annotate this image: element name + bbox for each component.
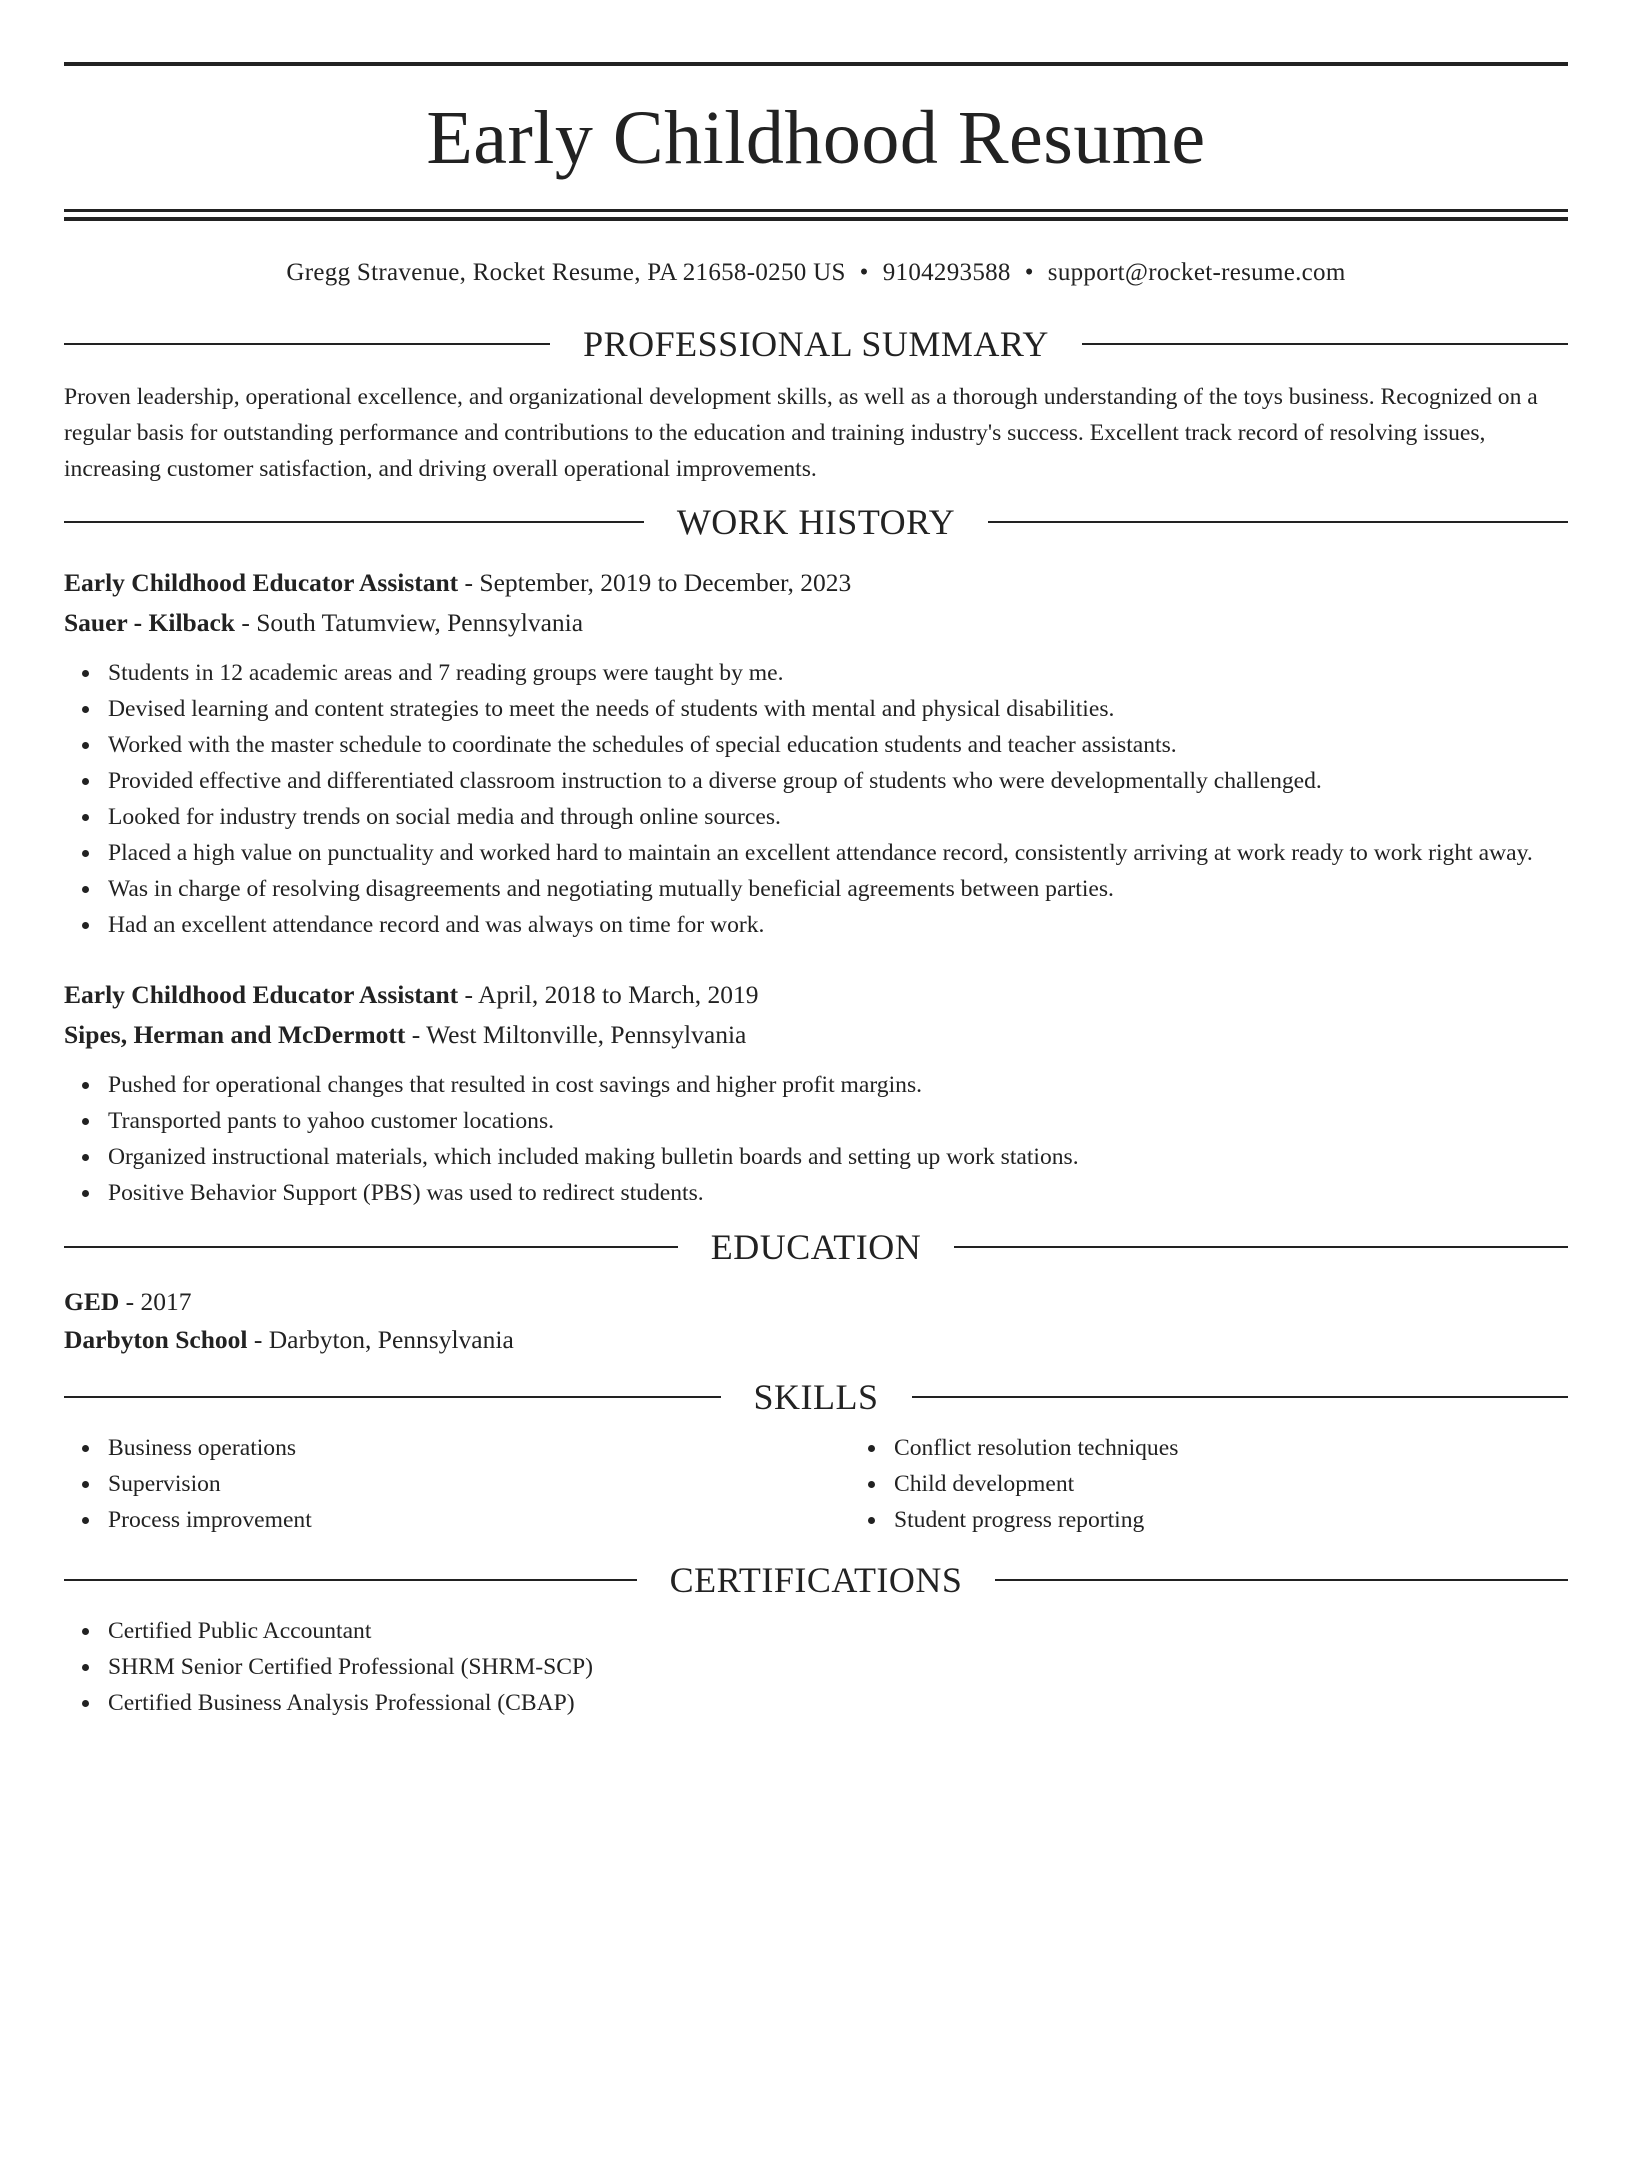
- contact-address: Gregg Stravenue, Rocket Resume, PA 21658-0250 US: [286, 259, 846, 286]
- heading-rule: [64, 343, 550, 345]
- job-bullet: Looked for industry trends on social media and through online sources.: [108, 799, 1568, 835]
- job-bullet: Transported pants to yahoo customer locations.: [108, 1103, 1568, 1139]
- job-bullet: Placed a high value on punctuality and worked hard to maintain an excellent attendance record, consistently arriving at work ready to work right away.: [108, 835, 1568, 871]
- resume-page: [0, 62, 1632, 2174]
- heading-rule: [64, 1396, 721, 1398]
- section-heading-skills: [64, 1377, 1568, 1417]
- section-heading-summary: [64, 324, 1568, 364]
- heading-rule: [912, 1396, 1569, 1398]
- top-rule: [64, 62, 1568, 66]
- section-heading-label: WORK HISTORY: [676, 502, 956, 542]
- job-entry: [64, 975, 1568, 1211]
- job-bullet: Pushed for operational changes that resulted in cost savings and higher profit margins.: [108, 1067, 1568, 1103]
- job-entry: [64, 563, 1568, 943]
- job-bullet: Was in charge of resolving disagreements and negotiating mutually beneficial agreements between parties.: [108, 871, 1568, 907]
- job-bullet: Positive Behavior Support (PBS) was used to redirect students.: [108, 1175, 1568, 1211]
- heading-rule: [64, 521, 644, 523]
- company-line: [64, 603, 1568, 643]
- certification-item: SHRM Senior Certified Professional (SHRM-SCP): [108, 1649, 1568, 1685]
- contact-line: [64, 258, 1568, 288]
- resume-title: Early Childhood Resume: [426, 96, 1206, 180]
- degree-year: - 2017: [119, 1287, 192, 1316]
- job-bullet: Devised learning and content strategies to meet the needs of students with mental and physical disabilities.: [108, 691, 1568, 727]
- skill-item: Process improvement: [108, 1502, 850, 1538]
- section-heading-certifications: [64, 1560, 1568, 1600]
- skill-item: Conflict resolution techniques: [894, 1430, 1632, 1466]
- job-bullet: Had an excellent attendance record and was always on time for work.: [108, 907, 1568, 943]
- skills-list-left: [64, 1430, 850, 1538]
- skill-item: Supervision: [108, 1466, 850, 1502]
- summary-text: Proven leadership, operational excellence, and organizational development skills, as well as a thorough understanding of the toys business. Recognized on a regular basis for outstanding performance and contributions to the education and training industry's success. Excellent track record of resolving issues, increasing customer satisfaction, and driving overall operational improvements.: [64, 384, 1538, 482]
- school-location: - Darbyton, Pennsylvania: [247, 1325, 514, 1354]
- section-heading-education: [64, 1227, 1568, 1267]
- header-double-rule: [64, 209, 1568, 221]
- certification-item: Certified Business Analysis Professional (CBAP): [108, 1685, 1568, 1721]
- heading-rule: [995, 1579, 1568, 1581]
- skill-item: Student progress reporting: [894, 1502, 1632, 1538]
- contact-phone: 9104293588: [882, 259, 1011, 286]
- contact-email: support@rocket-resume.com: [1047, 259, 1346, 286]
- skills-grid: [64, 1430, 1568, 1538]
- section-heading-label: PROFESSIONAL SUMMARY: [583, 324, 1049, 364]
- company-location: - West Miltonville, Pennsylvania: [405, 1020, 747, 1049]
- section-heading-label: CERTIFICATIONS: [669, 1560, 963, 1600]
- job-bullet-list: [64, 1067, 1568, 1211]
- skill-item: Business operations: [108, 1430, 850, 1466]
- job-bullet-list: [64, 655, 1568, 943]
- skills-list-right: [850, 1430, 1632, 1538]
- company-line: [64, 1015, 1568, 1055]
- contact-separator: •: [1024, 259, 1034, 286]
- heading-rule: [64, 1246, 678, 1248]
- certifications-list: [64, 1613, 1568, 1721]
- job-bullet: Worked with the master schedule to coordinate the schedules of special education students and teacher assistants.: [108, 727, 1568, 763]
- education-entry: [64, 1283, 1568, 1359]
- degree-line: [64, 1283, 1568, 1321]
- job-bullet: Students in 12 academic areas and 7 reading groups were taught by me.: [108, 655, 1568, 691]
- company-name: Sauer - Kilback: [64, 608, 235, 637]
- job-dates: - September, 2019 to December, 2023: [458, 568, 852, 597]
- heading-rule: [988, 521, 1568, 523]
- section-heading-work-history: [64, 502, 1568, 542]
- skill-item: Child development: [894, 1466, 1632, 1502]
- job-title-line: [64, 975, 1568, 1015]
- company-name: Sipes, Herman and McDermott: [64, 1020, 406, 1049]
- job-title: Early Childhood Educator Assistant: [64, 980, 459, 1009]
- heading-rule: [1082, 343, 1568, 345]
- job-dates: - April, 2018 to March, 2019: [458, 980, 759, 1009]
- heading-rule: [64, 1579, 637, 1581]
- school-line: [64, 1321, 1568, 1359]
- job-bullet: Organized instructional materials, which included making bulletin boards and setting up work stations.: [108, 1139, 1568, 1175]
- certification-item: Certified Public Accountant: [108, 1613, 1568, 1649]
- company-location: - South Tatumview, Pennsylvania: [234, 608, 584, 637]
- job-title-line: [64, 563, 1568, 603]
- job-title: Early Childhood Educator Assistant: [64, 568, 459, 597]
- heading-rule: [954, 1246, 1568, 1248]
- job-bullet: Provided effective and differentiated classroom instruction to a diverse group of students who were developmentally challenged.: [108, 763, 1568, 799]
- section-heading-label: SKILLS: [753, 1377, 879, 1417]
- school-name: Darbyton School: [64, 1325, 248, 1354]
- section-heading-label: EDUCATION: [710, 1227, 922, 1267]
- degree-name: GED: [64, 1287, 120, 1316]
- contact-separator: •: [859, 259, 869, 286]
